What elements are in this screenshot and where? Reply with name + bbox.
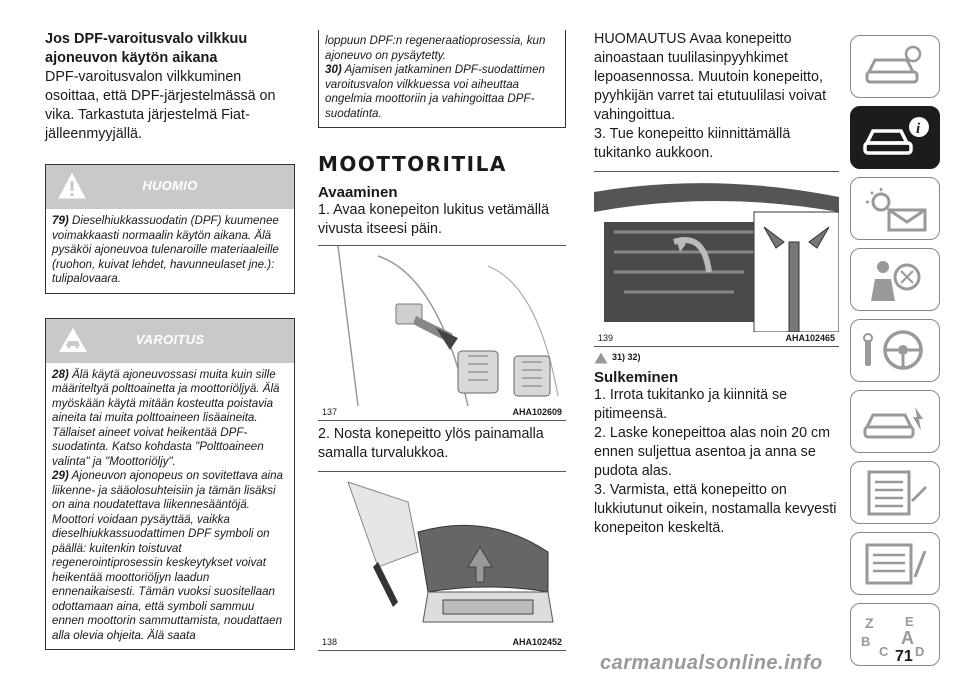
watermark: carmanualsonline.info	[600, 652, 823, 674]
figure-138-caption	[318, 637, 566, 651]
opening-step-2: 2. Nosta konepeitto ylös painamalla samalla turvalukkoa.	[318, 426, 544, 461]
note-ref-number: 79)	[52, 214, 69, 227]
svg-text:C: C	[879, 644, 889, 658]
closing-step-1: 1. Irrota tukitanko ja kiinnitä se pitimeensä.	[594, 387, 788, 422]
reference-row	[594, 351, 839, 365]
note-text: Dieselhiukkassuodatin (DPF) kuumenee voimakkaasti normaalin käytön aikana. Älä pysäköi ajoneuvoa tulenaroille materiaaleille (ruohon, kuivat lehdet, havunneulaset jne.): tulipalovaara.	[52, 214, 279, 285]
column-2	[318, 30, 566, 651]
reference-numbers: 31) 32)	[612, 352, 641, 362]
svg-text:B: B	[861, 634, 871, 649]
chapter-tab-safety[interactable]	[850, 248, 940, 311]
technical-data-icon	[861, 541, 931, 587]
svg-text:D: D	[915, 644, 925, 658]
emergency-icon	[861, 399, 931, 445]
warning-text-29: Ajoneuvon ajonopeus on sovitettava aina liikenne- ja sääolosuhteisiin ja tämän lisäksi on aina noudatettava liikennesääntöjä. Moottori voidaan pysäyttää, vaikka dieselhiukkassuodattimen DPF symboli on päällä: kuitenkin toistuvat regenerointiprosessin keskeytykset voivat heikentää moottoriöljyn laadun ennenaikaisesti. Tämän vuoksi suositellaan odottamaan aina, että symboli sammuu ennen moottorin sammuttamista, noudattaen alla olevia ohjeita. Älä saata	[52, 469, 283, 642]
svg-text:A: A	[901, 628, 914, 648]
figure-139	[594, 171, 839, 347]
chapter-tab-warning-lights[interactable]	[850, 177, 940, 240]
warning-text-28: Älä käytä ajoneuvossasi muita kuin sille määriteltyä polttoainetta ja moottoriöljyä. Älä myöskään käytä mitään kosteutta poistavia aineita tai muita polttoaineen lisäaineita. Tällaiset aineet voivat heikentää DPF-suodatinta. Katso kohdasta "Polttoaineen valinta" ja "Moottoriöljy".	[52, 367, 280, 468]
svg-text:Z: Z	[865, 615, 874, 631]
note-box-header	[46, 165, 294, 209]
column-3	[594, 30, 839, 538]
warning-ref-28: 28)	[52, 367, 69, 381]
column-1	[45, 30, 295, 650]
figure-138-code: AHA102452	[512, 637, 562, 647]
car-overview-icon	[861, 44, 931, 90]
warning-ref-29: 29)	[52, 469, 69, 482]
warning-box	[45, 318, 295, 651]
hood-lift-illustration	[318, 472, 566, 636]
figure-139-number: 139	[598, 333, 614, 343]
warning-box-header	[46, 319, 294, 363]
chapter-tab-maintenance[interactable]	[850, 461, 940, 524]
figure-139-code: AHA102465	[785, 333, 835, 343]
chapter-tab-starting-driving[interactable]	[850, 319, 940, 382]
dpf-warning-heading: Jos DPF-varoitusvalo vilkkuu ajoneuvon käytön aikana	[45, 31, 248, 66]
closing-step-2: 2. Laske konepeittoa alas noin 20 cm ennen suljettua asentoa ja anna se pudota alas.	[594, 425, 831, 479]
chapter-sidebar	[850, 35, 940, 674]
svg-text:E: E	[905, 614, 914, 629]
figure-138-number: 138	[322, 637, 338, 647]
figure-137-number: 137	[322, 407, 338, 417]
figure-137	[318, 245, 566, 421]
hood-release-lever-illustration	[318, 246, 566, 406]
figure-137-caption	[318, 407, 566, 421]
page-number: 71	[895, 648, 913, 665]
figure-137-code: AHA102609	[512, 407, 562, 417]
warning-box-continued	[318, 30, 566, 128]
maintenance-icon	[861, 470, 931, 516]
chapter-tab-car-info[interactable]	[850, 106, 940, 169]
safety-airbag-icon	[861, 257, 931, 303]
closing-subtitle: Sulkeminen	[594, 369, 679, 386]
chapter-tab-car-overview[interactable]	[850, 35, 940, 98]
warning-lights-icon	[861, 186, 931, 232]
note-box-body	[46, 209, 294, 293]
warning-small-icon	[594, 351, 608, 369]
chapter-tab-emergency[interactable]	[850, 390, 940, 453]
warning-box-body	[46, 363, 294, 650]
dpf-intro-text: DPF-varoitusvalon vilkkuminen osoittaa, että DPF-järjestelmässä on vika. Tarkastuta järjestelmä Fiat-jälleenmyyjällä.	[45, 69, 276, 142]
opening-step-3: 3. Tue konepeitto kiinnittämällä tukitanko aukkoon.	[594, 126, 791, 161]
warning-ref-30: 30)	[325, 63, 342, 76]
figure-139-caption	[594, 333, 839, 347]
svg-text:i: i	[916, 121, 921, 137]
opening-subtitle: Avaaminen	[318, 184, 398, 201]
section-title: MOOTTORITILA	[318, 152, 507, 176]
warning-continued-text: loppuun DPF:n regeneraatioprosessia, kun ajoneuvo on pysäytetty.	[325, 34, 546, 62]
opening-step-1: 1. Avaa konepeiton lukitus vetämällä vivusta itseesi päin.	[318, 202, 550, 237]
note-box	[45, 164, 295, 294]
warning-text-30: Ajamisen jatkaminen DPF-suodattimen varoitusvalon vilkkuessa voi aiheuttaa ongelmia moottoriin ja vahingoittaa DPF-suodatinta.	[325, 63, 545, 120]
starting-driving-icon	[861, 328, 931, 374]
hood-notice: HUOMAUTUS Avaa konepeitto ainoastaan tuulilasinpyyhkimet lepoasennossa. Muutoin konepeitto, pyyhkijän varret tai etutuulilasi voivat vahingoittua.	[594, 31, 827, 123]
hood-support-rod-illustration	[594, 172, 839, 332]
warning-box-title: VAROITUS	[135, 331, 205, 347]
closing-step-3: 3. Varmista, että konepeitto on lukkiutunut oikein, nostamalla kevyesti konepeiton keskeltä.	[594, 482, 837, 536]
car-info-icon	[861, 115, 931, 161]
chapter-tab-technical-data[interactable]	[850, 532, 940, 595]
note-box-title: HUOMIO	[142, 178, 198, 193]
figure-138	[318, 471, 566, 651]
